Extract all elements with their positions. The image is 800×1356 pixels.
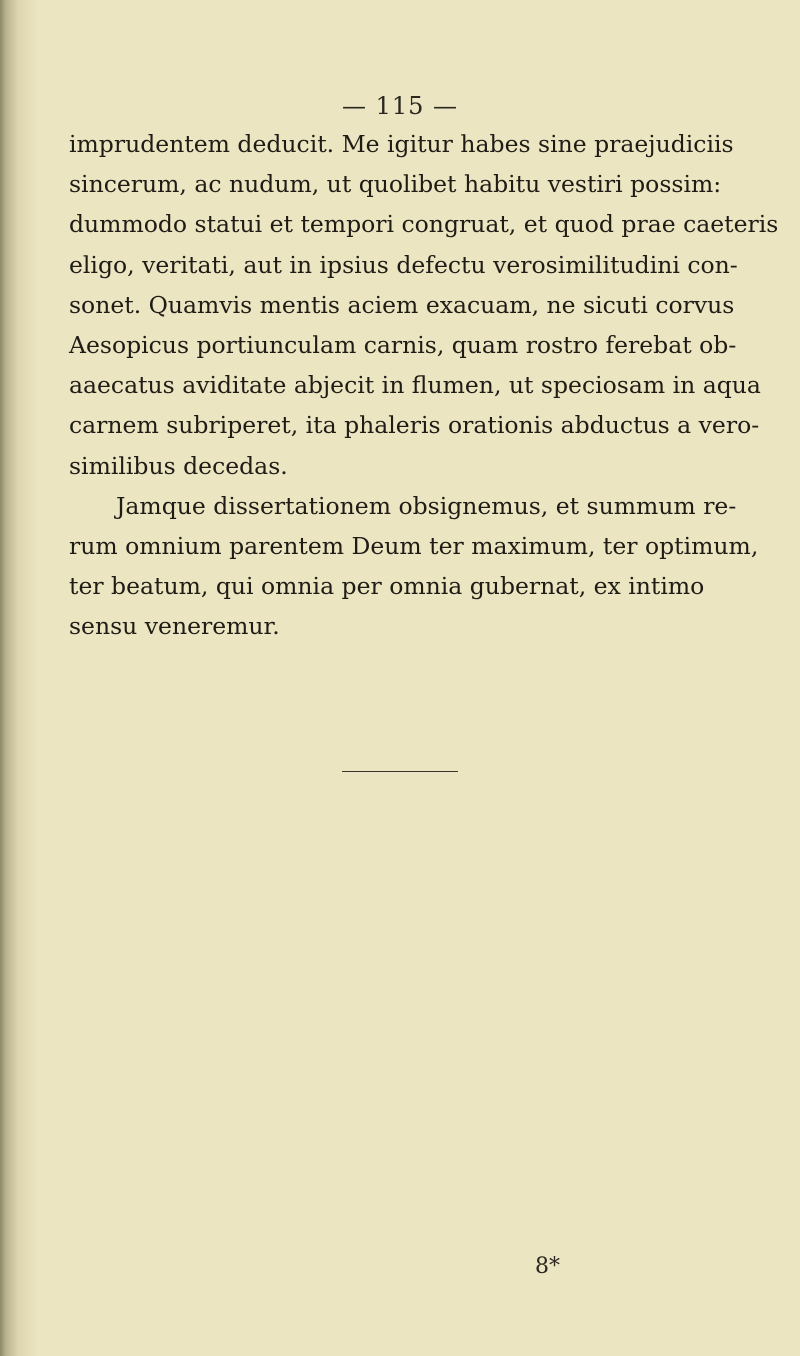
text-line: ter beatum, qui omnia per omnia gubernat, ex intimo [69, 572, 705, 601]
body-text [69, 124, 779, 647]
text-line: rum omnium parentem Deum ter maximum, ter optimum, [69, 532, 759, 561]
text-line: imprudentem deducit. Me igitur habes sine praejudiciis [69, 130, 734, 158]
text-line: aaecatus aviditate abjecit in flumen, ut speciosam in aqua [69, 371, 761, 400]
text-line: dummodo statui et tempori congruat, et quod prae caeteris [69, 210, 779, 239]
text-line: eligo, veritati, aut in ipsius defectu verosimilitudini con- [69, 250, 738, 279]
text-line: carnem subriperet, ita phaleris orationis abductus a vero- [69, 411, 760, 440]
text-line: sonet. Quamvis mentis aciem exacuam, ne sicuti corvus [69, 290, 735, 319]
text-line: sincerum, ac nudum, ut quolibet habitu vestiri possim: [69, 170, 722, 199]
section-divider [342, 771, 458, 772]
page-number: — 115 — [341, 92, 459, 120]
text-line: sensu veneremur. [69, 612, 280, 641]
text-line: similibus decedas. [69, 451, 288, 480]
text-line: Aesopicus portiunculam carnis, quam rostro ferebat ob- [69, 331, 737, 360]
text-line: Jamque dissertationem obsignemus, et summum re- [116, 491, 737, 520]
signature-mark: 8* [535, 1254, 560, 1279]
